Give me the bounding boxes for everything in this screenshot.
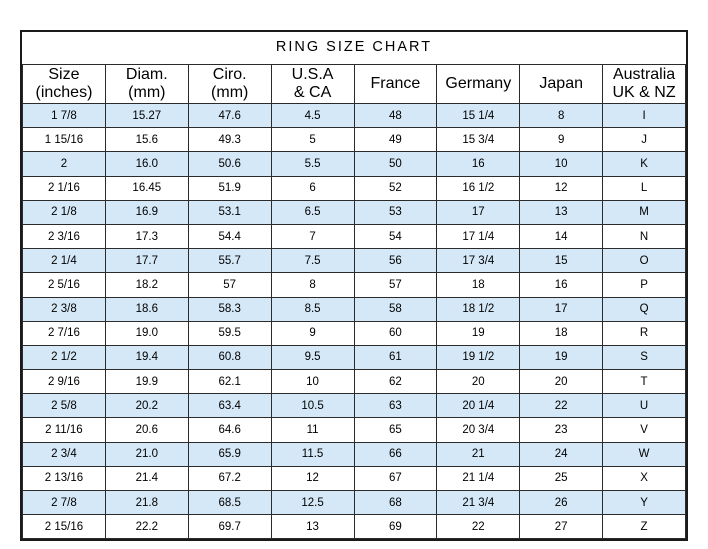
- table-cell: L: [603, 176, 686, 200]
- table-row: [23, 370, 686, 394]
- table-cell: 2 1/4: [23, 249, 106, 273]
- table-cell: 9.5: [271, 345, 354, 369]
- table-cell: 18: [520, 321, 603, 345]
- table-cell: 7: [271, 224, 354, 248]
- table-cell: 20: [520, 370, 603, 394]
- table-cell: T: [603, 370, 686, 394]
- table-cell: 49: [354, 128, 437, 152]
- table-cell: 19 1/2: [437, 345, 520, 369]
- table-cell: 58.3: [188, 297, 271, 321]
- table-cell: 11: [271, 418, 354, 442]
- table-cell: 12.5: [271, 491, 354, 515]
- table-cell: 11.5: [271, 442, 354, 466]
- table-cell: 55.7: [188, 249, 271, 273]
- table-cell: J: [603, 128, 686, 152]
- table-row: [23, 515, 686, 539]
- table-cell: 2 7/16: [23, 321, 106, 345]
- table-cell: 20.6: [105, 418, 188, 442]
- table-cell: Q: [603, 297, 686, 321]
- table-cell: 21 1/4: [437, 466, 520, 490]
- table-cell: 58: [354, 297, 437, 321]
- table-cell: 27: [520, 515, 603, 539]
- table-cell: 57: [188, 273, 271, 297]
- table-row: [23, 321, 686, 345]
- table-cell: 19.4: [105, 345, 188, 369]
- table-row: [23, 418, 686, 442]
- column-header-line2: & CA: [293, 84, 332, 101]
- column-header-line1: Australia: [612, 66, 676, 83]
- column-header-line1: U.S.A: [291, 66, 334, 83]
- ring-size-chart: [20, 30, 688, 541]
- table-cell: 51.9: [188, 176, 271, 200]
- table-cell: S: [603, 345, 686, 369]
- table-cell: 62: [354, 370, 437, 394]
- table-cell: 10.5: [271, 394, 354, 418]
- table-cell: 22: [437, 515, 520, 539]
- column-header-size-inches: [23, 65, 106, 104]
- table-cell: 20: [437, 370, 520, 394]
- table-cell: 5: [271, 128, 354, 152]
- table-cell: 18.6: [105, 297, 188, 321]
- table-cell: 15 3/4: [437, 128, 520, 152]
- table-cell: 2: [23, 152, 106, 176]
- table-row: [23, 128, 686, 152]
- table-cell: 20 3/4: [437, 418, 520, 442]
- table-cell: 22: [520, 394, 603, 418]
- table-cell: 21: [437, 442, 520, 466]
- table-cell: 19.9: [105, 370, 188, 394]
- table-cell: 15: [520, 249, 603, 273]
- table-cell: 15.6: [105, 128, 188, 152]
- table-cell: 2 3/8: [23, 297, 106, 321]
- table-cell: 19: [437, 321, 520, 345]
- column-header-japan: [520, 65, 603, 104]
- table-cell: 2 3/4: [23, 442, 106, 466]
- table-cell: 2 5/8: [23, 394, 106, 418]
- table-row: [23, 176, 686, 200]
- table-cell: K: [603, 152, 686, 176]
- table-cell: 17: [437, 200, 520, 224]
- table-cell: 53: [354, 200, 437, 224]
- table-cell: 16 1/2: [437, 176, 520, 200]
- table-row: [23, 224, 686, 248]
- table-cell: 63: [354, 394, 437, 418]
- column-header-line1: Size: [48, 66, 80, 83]
- table-cell: O: [603, 249, 686, 273]
- table-cell: 16: [437, 152, 520, 176]
- table-cell: 9: [520, 128, 603, 152]
- table-cell: 59.5: [188, 321, 271, 345]
- table-cell: 2 1/16: [23, 176, 106, 200]
- table-cell: R: [603, 321, 686, 345]
- table-cell: 50.6: [188, 152, 271, 176]
- table-cell: 69: [354, 515, 437, 539]
- table-cell: 15.27: [105, 104, 188, 128]
- table-cell: 65: [354, 418, 437, 442]
- table-cell: 21.4: [105, 466, 188, 490]
- table-cell: 8: [271, 273, 354, 297]
- table-cell: W: [603, 442, 686, 466]
- table-cell: Z: [603, 515, 686, 539]
- table-cell: 10: [520, 152, 603, 176]
- column-header-line1: Germany: [445, 75, 512, 92]
- table-cell: 16: [520, 273, 603, 297]
- table-cell: 2 3/16: [23, 224, 106, 248]
- ring-size-table: [22, 32, 686, 539]
- column-header-line2: (inches): [35, 84, 93, 101]
- table-row: [23, 152, 686, 176]
- column-header-line2: (mm): [128, 84, 166, 101]
- table-cell: 50: [354, 152, 437, 176]
- table-cell: 13: [520, 200, 603, 224]
- table-cell: 49.3: [188, 128, 271, 152]
- column-header-diameter: [105, 65, 188, 104]
- table-cell: 18.2: [105, 273, 188, 297]
- table-row: [23, 442, 686, 466]
- table-cell: 25: [520, 466, 603, 490]
- table-cell: 47.6: [188, 104, 271, 128]
- table-cell: 15 1/4: [437, 104, 520, 128]
- column-header-line1: Diam.: [125, 66, 168, 83]
- table-cell: 2 9/16: [23, 370, 106, 394]
- table-cell: 69.7: [188, 515, 271, 539]
- table-row: [23, 491, 686, 515]
- column-header-germany: [437, 65, 520, 104]
- table-row: [23, 249, 686, 273]
- table-cell: 8.5: [271, 297, 354, 321]
- table-row: [23, 345, 686, 369]
- table-cell: 13: [271, 515, 354, 539]
- table-cell: 54.4: [188, 224, 271, 248]
- table-cell: Y: [603, 491, 686, 515]
- table-cell: 21.8: [105, 491, 188, 515]
- table-row: [23, 394, 686, 418]
- table-row: [23, 273, 686, 297]
- table-cell: N: [603, 224, 686, 248]
- table-cell: 16.0: [105, 152, 188, 176]
- table-cell: 52: [354, 176, 437, 200]
- table-cell: X: [603, 466, 686, 490]
- table-cell: 2 7/8: [23, 491, 106, 515]
- table-cell: 67.2: [188, 466, 271, 490]
- table-cell: 20 1/4: [437, 394, 520, 418]
- table-row: [23, 104, 686, 128]
- table-cell: 48: [354, 104, 437, 128]
- column-header-line2: UK & NZ: [612, 84, 676, 101]
- table-cell: 20.2: [105, 394, 188, 418]
- table-cell: 8: [520, 104, 603, 128]
- table-cell: 2 1/8: [23, 200, 106, 224]
- table-header: [23, 32, 686, 104]
- table-cell: 14: [520, 224, 603, 248]
- table-cell: 18: [437, 273, 520, 297]
- table-cell: 17 1/4: [437, 224, 520, 248]
- table-cell: 2 13/16: [23, 466, 106, 490]
- column-header-line1: Japan: [539, 75, 583, 92]
- table-cell: 2 1/2: [23, 345, 106, 369]
- column-header-usa-ca: [271, 65, 354, 104]
- table-cell: 2 5/16: [23, 273, 106, 297]
- table-cell: 22.2: [105, 515, 188, 539]
- table-cell: 68: [354, 491, 437, 515]
- column-header-row: [23, 65, 686, 104]
- table-cell: 6: [271, 176, 354, 200]
- table-cell: 19: [520, 345, 603, 369]
- table-cell: 21 3/4: [437, 491, 520, 515]
- table-cell: 5.5: [271, 152, 354, 176]
- table-cell: 17.7: [105, 249, 188, 273]
- table-cell: 2 11/16: [23, 418, 106, 442]
- table-cell: 6.5: [271, 200, 354, 224]
- page-title: RING SIZE CHART: [23, 32, 686, 65]
- table-cell: 60: [354, 321, 437, 345]
- table-cell: 17 3/4: [437, 249, 520, 273]
- table-cell: 57: [354, 273, 437, 297]
- table-cell: 62.1: [188, 370, 271, 394]
- column-header-line1: Ciro.: [212, 66, 247, 83]
- title-row: [23, 32, 686, 65]
- table-cell: 1 7/8: [23, 104, 106, 128]
- table-cell: 21.0: [105, 442, 188, 466]
- table-cell: 68.5: [188, 491, 271, 515]
- table-row: [23, 466, 686, 490]
- table-cell: 19.0: [105, 321, 188, 345]
- table-cell: 56: [354, 249, 437, 273]
- table-cell: 2 15/16: [23, 515, 106, 539]
- column-header-line2: (mm): [211, 84, 249, 101]
- table-cell: 7.5: [271, 249, 354, 273]
- column-header-australia-uk-nz: [603, 65, 686, 104]
- table-cell: 17: [520, 297, 603, 321]
- table-cell: 60.8: [188, 345, 271, 369]
- table-cell: 10: [271, 370, 354, 394]
- table-cell: 23: [520, 418, 603, 442]
- table-cell: 24: [520, 442, 603, 466]
- table-cell: V: [603, 418, 686, 442]
- table-cell: 61: [354, 345, 437, 369]
- table-cell: 63.4: [188, 394, 271, 418]
- table-cell: 16.9: [105, 200, 188, 224]
- table-row: [23, 200, 686, 224]
- table-cell: 67: [354, 466, 437, 490]
- table-cell: 9: [271, 321, 354, 345]
- table-cell: 17.3: [105, 224, 188, 248]
- table-cell: 18 1/2: [437, 297, 520, 321]
- table-cell: 66: [354, 442, 437, 466]
- table-row: [23, 297, 686, 321]
- table-cell: 53.1: [188, 200, 271, 224]
- column-header-circumference: [188, 65, 271, 104]
- table-cell: 54: [354, 224, 437, 248]
- table-cell: I: [603, 104, 686, 128]
- table-cell: 64.6: [188, 418, 271, 442]
- column-header-france: [354, 65, 437, 104]
- table-body: [23, 104, 686, 539]
- table-cell: 26: [520, 491, 603, 515]
- table-cell: M: [603, 200, 686, 224]
- table-cell: P: [603, 273, 686, 297]
- table-cell: 16.45: [105, 176, 188, 200]
- table-cell: 12: [520, 176, 603, 200]
- table-cell: 65.9: [188, 442, 271, 466]
- column-header-line1: France: [370, 75, 421, 92]
- table-cell: 12: [271, 466, 354, 490]
- table-cell: U: [603, 394, 686, 418]
- table-cell: 4.5: [271, 104, 354, 128]
- table-cell: 1 15/16: [23, 128, 106, 152]
